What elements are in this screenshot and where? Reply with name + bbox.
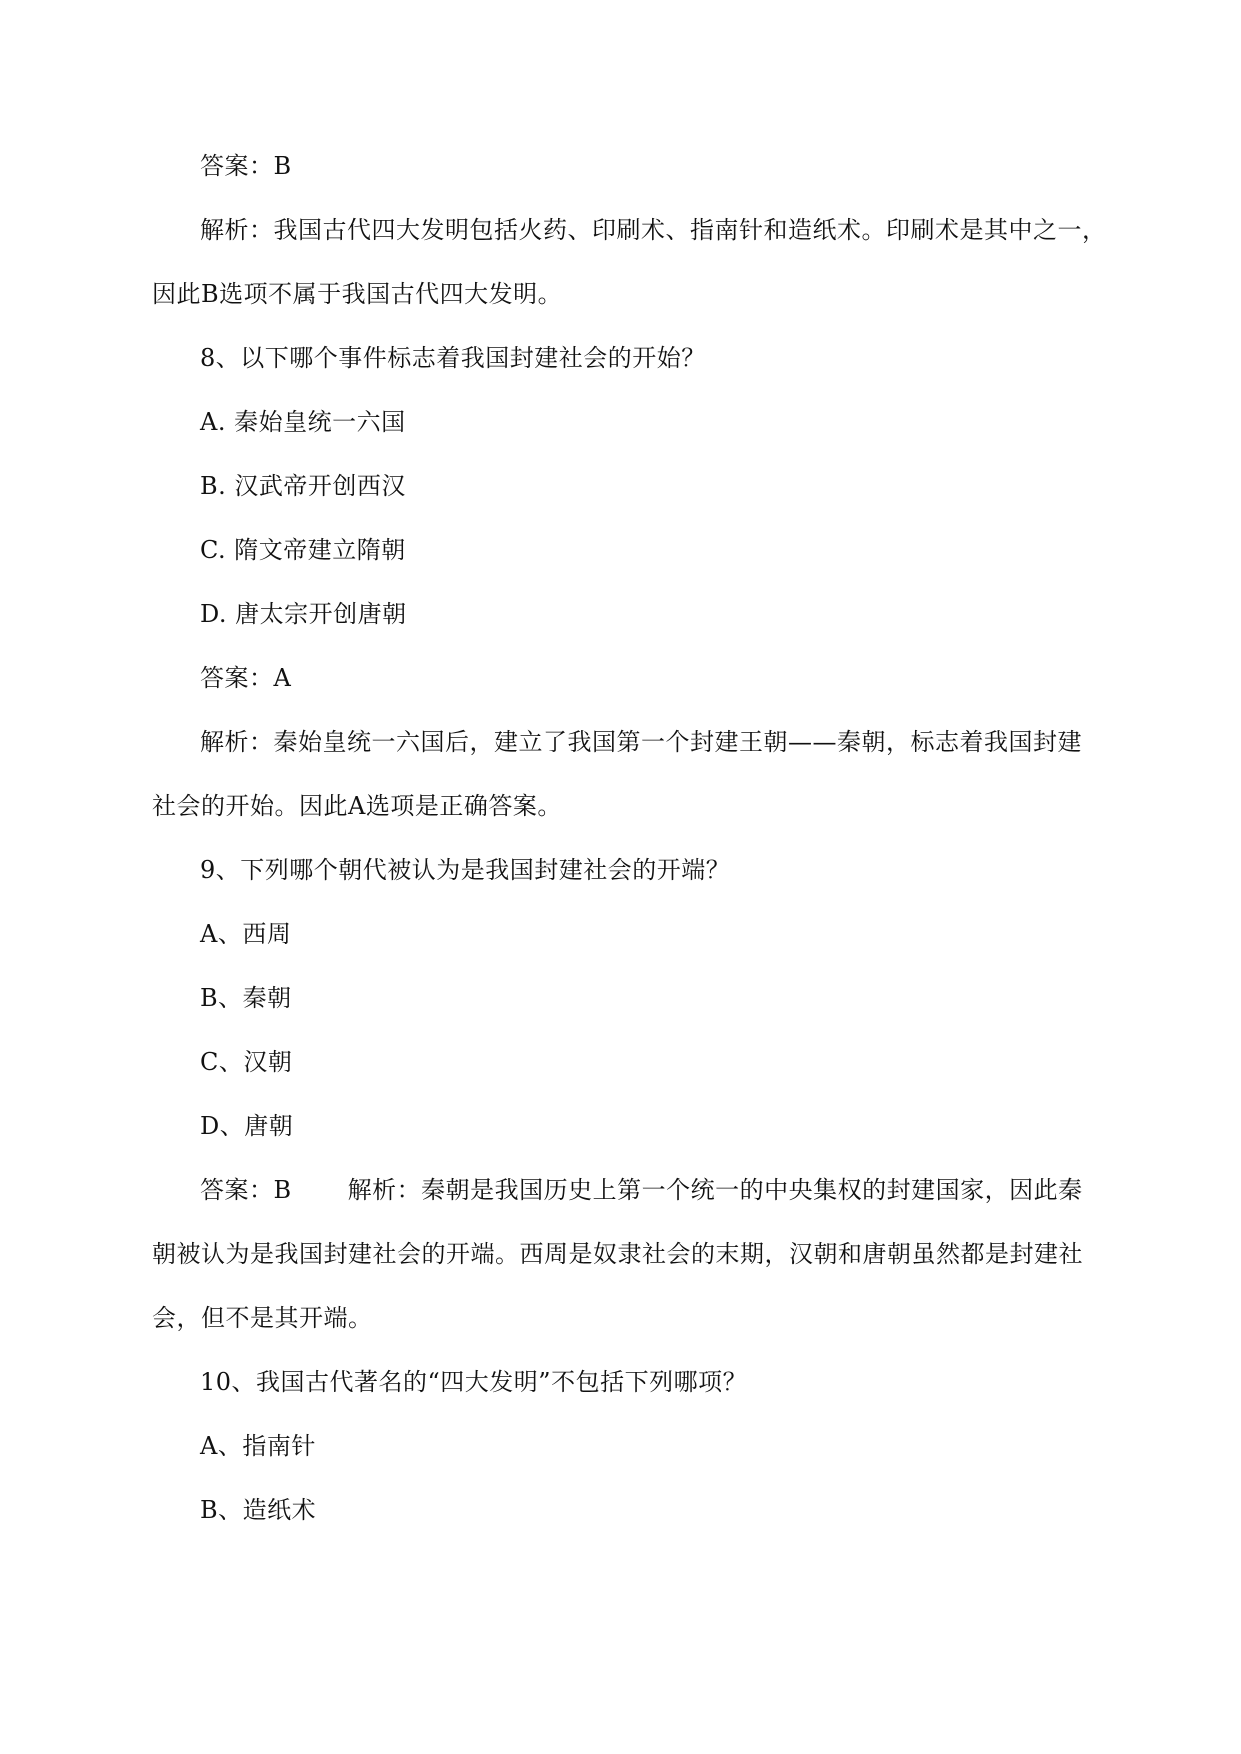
answer-explanation-row: [200, 1174, 1083, 1206]
option-b: B. 汉武帝开创西汉: [200, 472, 406, 500]
question-10: 10、我国古代著名的“四大发明”不包括下列哪项？: [200, 1368, 748, 1396]
question-8: 8、以下哪个事件标志着我国封建社会的开始？: [200, 344, 706, 372]
answer-line: 答案：A: [200, 664, 292, 692]
option-b: B、造纸术: [200, 1496, 317, 1524]
option-a: A. 秦始皇统一六国: [200, 408, 406, 436]
option-d: D、唐朝: [200, 1112, 294, 1140]
option-a: A、西周: [200, 920, 292, 948]
explanation-line-continued: 因此B选项不属于我国古代四大发明。: [152, 280, 563, 308]
question-9: 9、下列哪个朝代被认为是我国封建社会的开端？: [200, 856, 731, 884]
explanation-line-continued: 社会的开始。因此A选项是正确答案。: [152, 792, 562, 820]
explanation-line-continued: 朝被认为是我国封建社会的开端。西周是奴隶社会的末期，汉朝和唐朝虽然都是封建社: [152, 1240, 1083, 1268]
explanation-line-end: 会，但不是其开端。: [152, 1304, 373, 1332]
option-c: C. 隋文帝建立隋朝: [200, 536, 406, 564]
option-b: B、秦朝: [200, 984, 292, 1012]
explanation-line: 解析：我国古代四大发明包括火药、印刷术、指南针和造纸术。印刷术是其中之一，: [200, 216, 1107, 244]
answer-text: 答案：B: [200, 1176, 292, 1204]
explanation-line: 解析：秦始皇统一六国后，建立了我国第一个封建王朝——秦朝，标志着我国封建: [200, 728, 1082, 756]
option-c: C、汉朝: [200, 1048, 293, 1076]
option-a: A、指南针: [200, 1432, 316, 1460]
answer-line: 答案：B: [200, 152, 292, 180]
option-d: D. 唐太宗开创唐朝: [200, 600, 407, 628]
explanation-text: 解析：秦朝是我国历史上第一个统一的中央集权的封建国家，因此秦: [347, 1176, 1083, 1204]
